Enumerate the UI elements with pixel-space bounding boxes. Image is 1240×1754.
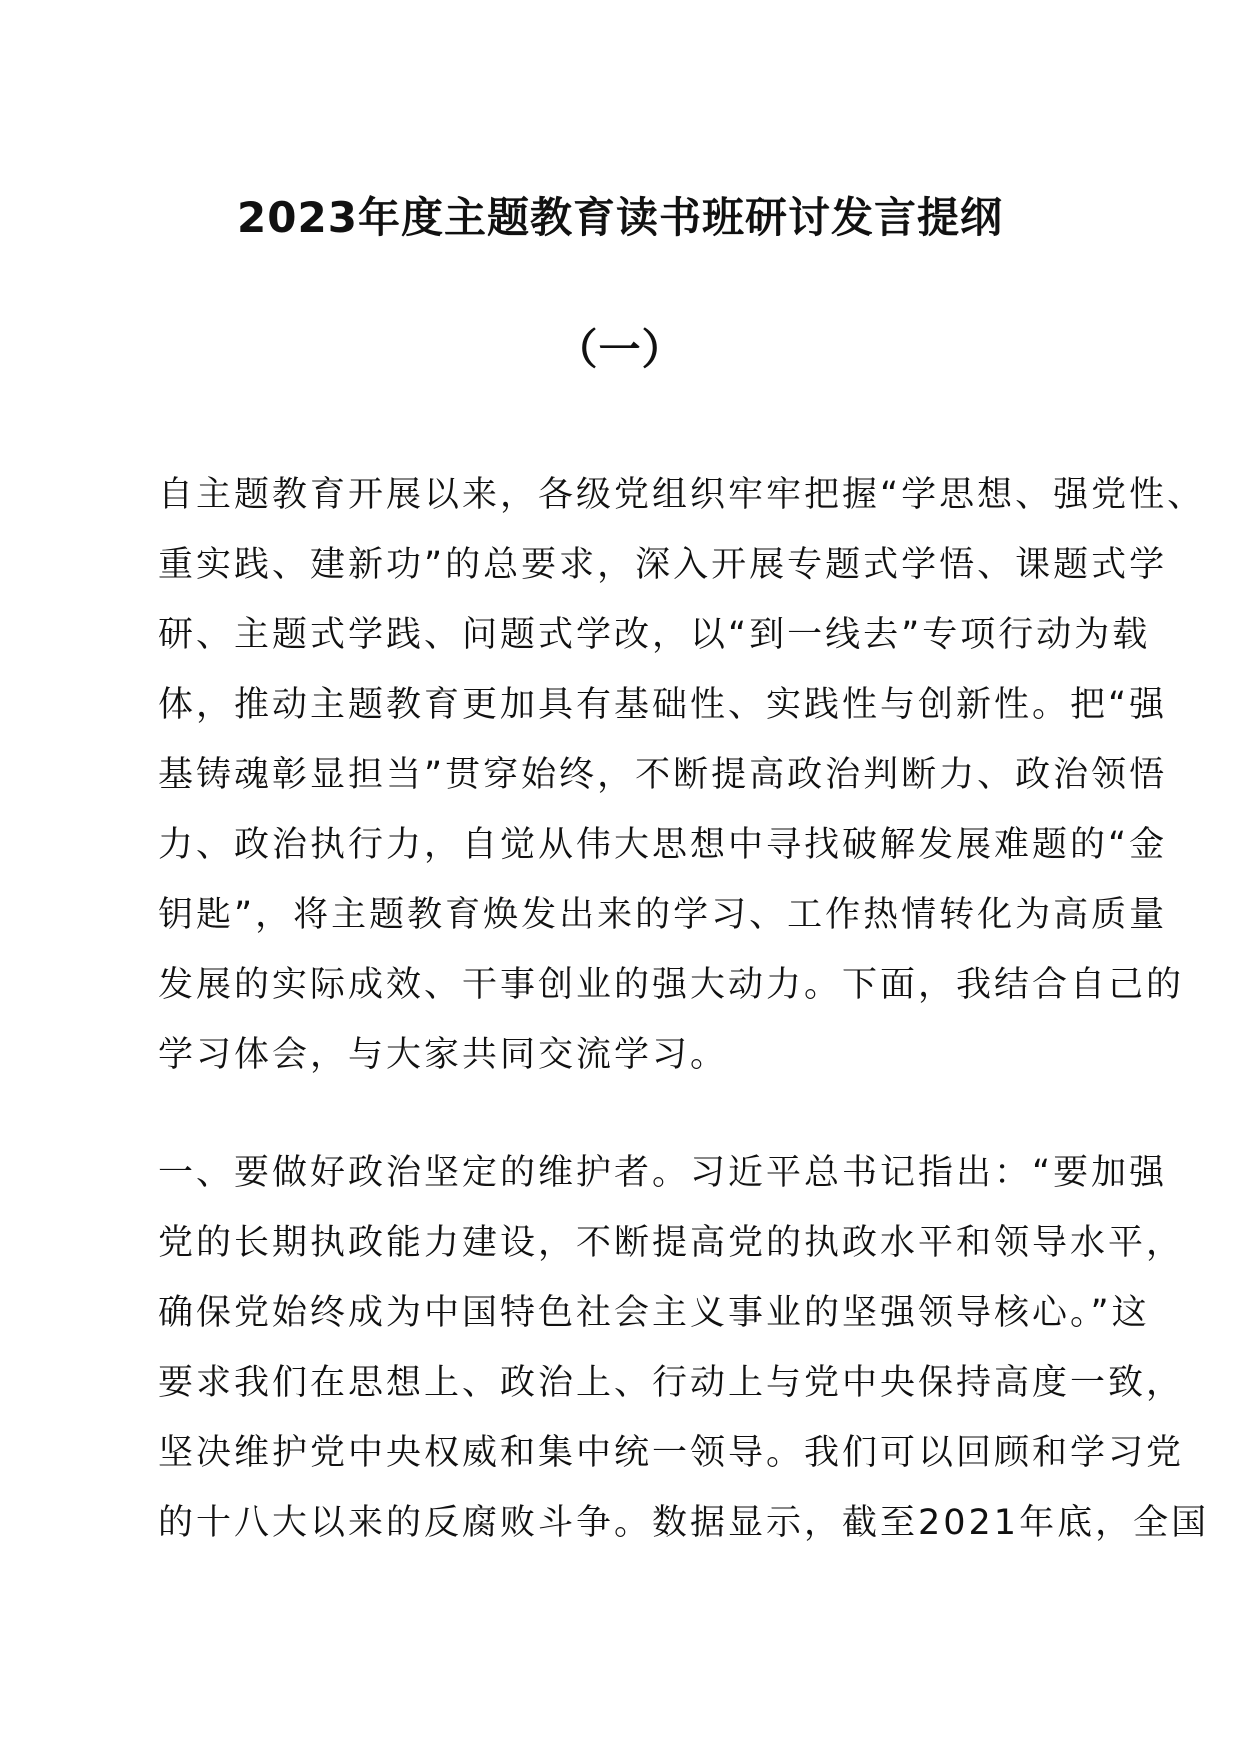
paragraph-line: 自主题教育开展以来，各级党组织牢牢把握“学思想、强党性、 <box>158 475 1206 515</box>
paragraph-line: 的十八大以来的反腐败斗争。数据显示，截至2021年底，全国 <box>158 1503 1210 1543</box>
paragraph-intro <box>158 460 1206 1090</box>
paragraph-line: 基铸魂彰显担当”贯穿始终，不断提高政治判断力、政治领悟 <box>158 755 1168 795</box>
paragraph-line: 确保党始终成为中国特色社会主义事业的坚强领导核心。”这 <box>158 1293 1150 1333</box>
paragraph-section-one <box>158 1138 1210 1558</box>
paragraph-line: 一、要做好政治坚定的维护者。习近平总书记指出：“要加强 <box>158 1153 1168 1193</box>
paragraph-line: 学习体会，与大家共同交流学习。 <box>158 1035 729 1075</box>
paragraph-line: 体，推动主题教育更加具有基础性、实践性与创新性。把“强 <box>158 685 1168 725</box>
paragraph-line: 要求我们在思想上、政治上、行动上与党中央保持高度一致， <box>158 1363 1185 1403</box>
paragraph-line: 坚决维护党中央权威和集中统一领导。我们可以回顾和学习党 <box>158 1433 1185 1473</box>
paragraph-line: 钥匙”，将主题教育焕发出来的学习、工作热情转化为高质量 <box>158 895 1168 935</box>
document-title: 2023年度主题教育读书班研讨发言提纲 <box>237 193 1003 242</box>
paragraph-line: 重实践、建新功”的总要求，深入开展专题式学悟、课题式学 <box>158 545 1168 585</box>
paragraph-line: 研、主题式学践、问题式学改，以“到一线去”专项行动为载 <box>158 615 1151 655</box>
paragraph-line: 发展的实际成效、干事创业的强大动力。下面，我结合自己的 <box>158 965 1185 1005</box>
paragraph-line: 力、政治执行力，自觉从伟大思想中寻找破解发展难题的“金 <box>158 825 1168 865</box>
document-subtitle: （一） <box>555 325 685 374</box>
paragraph-line: 党的长期执政能力建设，不断提高党的执政水平和领导水平， <box>158 1223 1185 1263</box>
